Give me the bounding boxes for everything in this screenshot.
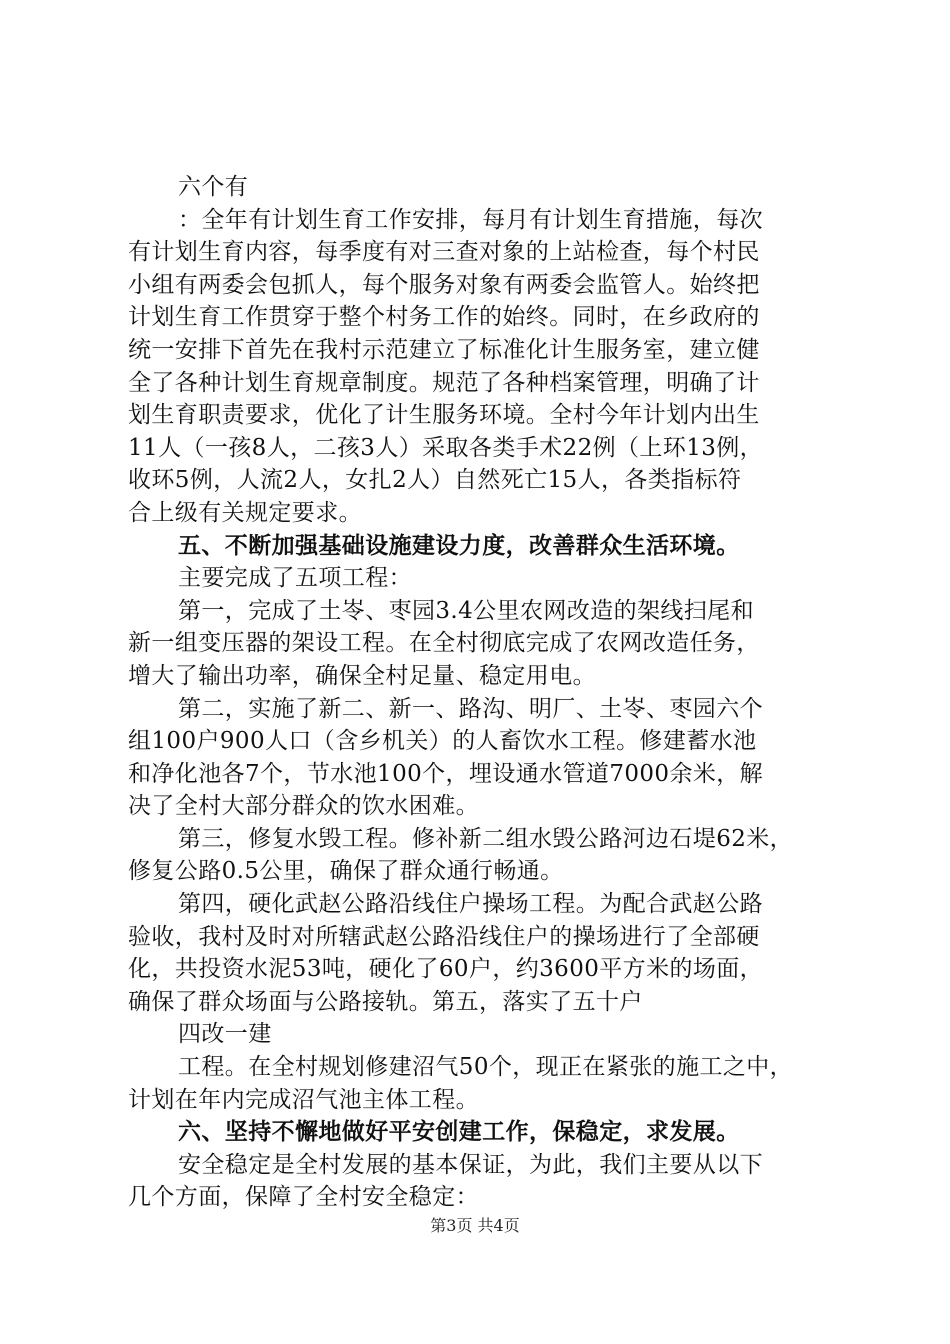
paragraph-line: 四改一建 <box>178 1021 272 1048</box>
section-heading: 六、坚持不懈地做好平安创建工作，保稳定，求发展。 <box>178 1119 740 1146</box>
paragraph-line: 确保了群众场面与公路接轨。第五，落实了五十户 <box>128 988 643 1015</box>
paragraph-line: 计划在年内完成沼气池主体工程。 <box>128 1086 479 1113</box>
paragraph-line: 划生育职责要求，优化了计生服务环境。全村今年计划内出生 <box>128 402 760 429</box>
section-heading: 五、不断加强基础设施建设力度，改善群众生活环境。 <box>178 532 740 559</box>
paragraph-line: 组100户900人口（含乡机关）的人畜饮水工程。修建蓄水池 <box>128 728 757 755</box>
page-number-footer: 第3页 共4页 <box>430 1216 520 1235</box>
paragraph-line: 第三，修复水毁工程。修补新二组水毁公路河边石堤62米， <box>178 825 794 852</box>
body-text <box>128 171 838 1214</box>
paragraph-line: 小组有两委会包抓人，每个服务对象有两委会监管人。始终把 <box>128 271 760 298</box>
paragraph-line: 合上级有关规定要求。 <box>128 499 362 526</box>
paragraph-line: 第一，完成了土岺、枣园3.4公里农网改造的架线扫尾和 <box>178 597 754 624</box>
paragraph-line: 收环5例，人流2人，女扎2人）自然死亡15人，各类指标符 <box>128 467 742 494</box>
paragraph-line: 验收，我村及时对所辖武赵公路沿线住户的操场进行了全部硬 <box>128 923 760 950</box>
paragraph-line: 几个方面，保障了全村安全稳定： <box>128 1184 479 1211</box>
paragraph-line: 有计划生育内容，每季度有对三查对象的上站检查，每个村民 <box>128 239 760 266</box>
paragraph-line: 第四，硬化武赵公路沿线住户操场工程。为配合武赵公路 <box>178 891 763 918</box>
paragraph-line: 化，共投资水泥53吨，硬化了60户，约3600平方米的场面， <box>128 956 764 983</box>
paragraph-line: 全了各种计划生育规章制度。规范了各种档案管理，明确了计 <box>128 369 760 396</box>
paragraph-line: 工程。在全村规划修建沼气50个，现正在紧张的施工之中， <box>178 1054 794 1081</box>
paragraph-line: 安全稳定是全村发展的基本保证，为此，我们主要从以下 <box>178 1151 763 1178</box>
paragraph-line: 11人（一孩8人，二孩3人）采取各类手术22例（上环13例， <box>128 434 764 461</box>
paragraph-line: 新一组变压器的架设工程。在全村彻底完成了农网改造任务， <box>128 630 760 657</box>
paragraph-line: 统一安排下首先在我村示范建立了标准化计生服务室，建立健 <box>128 336 760 363</box>
paragraph-line: 主要完成了五项工程： <box>178 565 412 592</box>
paragraph-line: 和净化池各7个，节水池100个，埋设通水管道7000余米，解 <box>128 760 764 787</box>
paragraph-line: 六个有 <box>178 174 249 200</box>
paragraph-line: 计划生育工作贯穿于整个村务工作的始终。同时，在乡政府的 <box>128 304 760 331</box>
paragraph-line: 增大了输出功率，确保全村足量、稳定用电。 <box>128 662 596 689</box>
paragraph-line: ：全年有计划生育工作安排，每月有计划生育措施，每次 <box>178 206 763 233</box>
paragraph-line: 修复公路0.5公里，确保了群众通行畅通。 <box>128 858 564 885</box>
paragraph-line: 第二，实施了新二、新一、路沟、明厂、土岺、枣园六个 <box>178 695 763 722</box>
paragraph-line: 决了全村大部分群众的饮水困难。 <box>128 793 479 820</box>
